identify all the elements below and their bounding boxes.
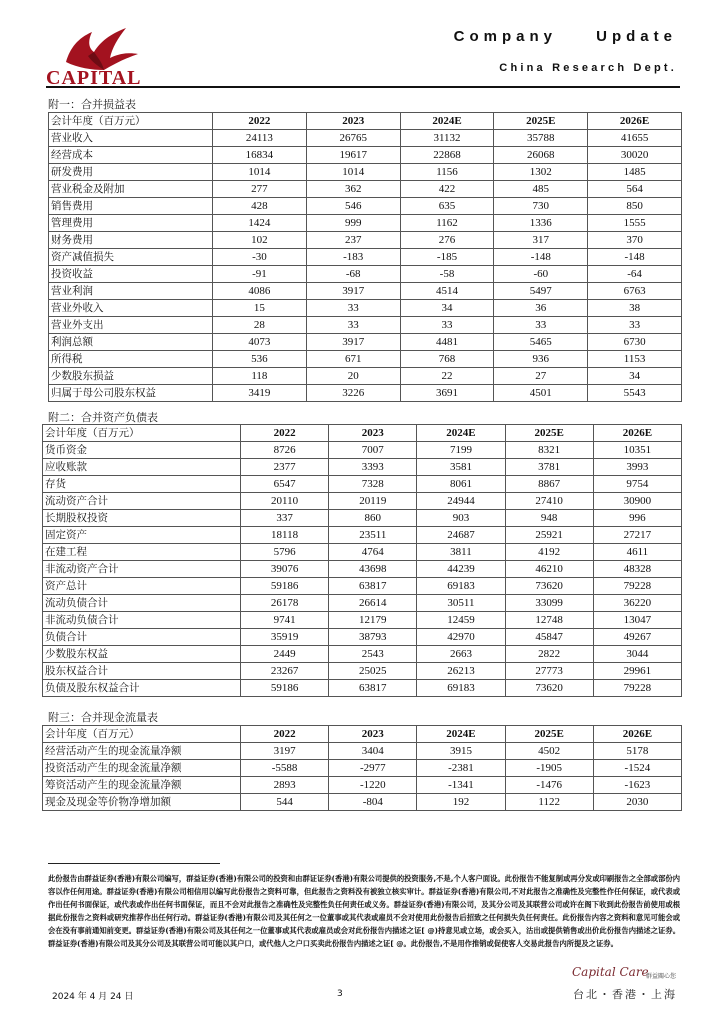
table-cell: 38793 [329,629,417,646]
table-cell: 34 [400,300,494,317]
table-cell: 3197 [241,743,329,760]
table-cell: -183 [306,249,400,266]
table-cell: 33 [306,317,400,334]
cash-flow-table [42,725,682,811]
table-cell: 1555 [588,215,682,232]
column-header-year: 2025E [505,425,593,442]
table-cell: 18118 [241,527,329,544]
table-cell: 546 [306,198,400,215]
table-cell: 69183 [417,680,505,697]
table-cell: 635 [400,198,494,215]
table-cell: 5543 [588,385,682,402]
row-label: 归属于母公司股东权益 [49,385,213,402]
cash-flow-title: 附三：合并现金流量表 [48,711,158,724]
table-cell: 237 [306,232,400,249]
table-row [49,198,682,215]
table-cell: 903 [417,510,505,527]
table-cell: 1014 [306,164,400,181]
table-row [49,351,682,368]
table-cell: 25921 [505,527,593,544]
table-cell: 3993 [593,459,681,476]
table-cell: -91 [213,266,307,283]
table-cell: 25025 [329,663,417,680]
table-row [43,760,682,777]
table-cell: -148 [494,249,588,266]
row-label: 营业收入 [49,130,213,147]
table-cell: 79228 [593,578,681,595]
table-cell: 3781 [505,459,593,476]
row-label: 投资收益 [49,266,213,283]
table-row [49,249,682,266]
table-cell: 1156 [400,164,494,181]
row-label: 经营成本 [49,147,213,164]
table-cell: 192 [417,794,505,811]
table-cell: 3393 [329,459,417,476]
table-cell: 46210 [505,561,593,578]
balance-sheet-table [42,424,682,697]
table-cell: -185 [400,249,494,266]
table-cell: 73620 [505,680,593,697]
table-cell: 20119 [329,493,417,510]
table-header-row [43,425,682,442]
table-row [49,232,682,249]
table-cell: 1162 [400,215,494,232]
table-cell: -804 [329,794,417,811]
table-cell: -64 [588,266,682,283]
row-label: 销售费用 [49,198,213,215]
table-row [49,147,682,164]
table-cell: 36220 [593,595,681,612]
row-label: 经营活动产生的现金流量净额 [43,743,241,760]
table-row [43,743,682,760]
row-label: 管理费用 [49,215,213,232]
table-cell: 4611 [593,544,681,561]
row-label: 存货 [43,476,241,493]
column-header-label: 会计年度（百万元） [43,425,241,442]
table-cell: 118 [213,368,307,385]
table-cell: 544 [241,794,329,811]
table-cell: 27217 [593,527,681,544]
table-cell: 1336 [494,215,588,232]
table-cell: 23511 [329,527,417,544]
table-cell: 35919 [241,629,329,646]
table-cell: 7199 [417,442,505,459]
table-cell: 59186 [241,578,329,595]
table-cell: 860 [329,510,417,527]
table-row [49,215,682,232]
row-label: 研发费用 [49,164,213,181]
table-cell: 28 [213,317,307,334]
table-row [49,130,682,147]
office-cities: 台北・香港・上海 [573,988,677,1001]
column-header-year: 2026E [593,425,681,442]
table-cell: 33 [306,300,400,317]
table-row [49,385,682,402]
table-cell: -60 [494,266,588,283]
table-cell: 73620 [505,578,593,595]
column-header-year: 2024E [417,425,505,442]
table-cell: 1485 [588,164,682,181]
row-label: 资产减值损失 [49,249,213,266]
table-header-row [49,113,682,130]
table-cell: 30020 [588,147,682,164]
table-cell: 22868 [400,147,494,164]
table-row [43,663,682,680]
row-label: 少数股东权益 [43,646,241,663]
table-cell: 79228 [593,680,681,697]
table-cell: 33 [400,317,494,334]
table-cell: 7007 [329,442,417,459]
table-cell: 7328 [329,476,417,493]
column-header-year: 2025E [494,113,588,130]
table-cell: 41655 [588,130,682,147]
table-cell: 22 [400,368,494,385]
table-cell: 30511 [417,595,505,612]
table-cell: 19617 [306,147,400,164]
column-header-year: 2024E [417,726,505,743]
table-cell: 9754 [593,476,681,493]
table-cell: 999 [306,215,400,232]
table-cell: 16834 [213,147,307,164]
table-cell: 948 [505,510,593,527]
table-cell: 4514 [400,283,494,300]
table-row [43,527,682,544]
table-cell: 27773 [505,663,593,680]
capital-care-tagline: 群益關心您 [646,973,677,980]
table-cell: 9741 [241,612,329,629]
table-cell: 768 [400,351,494,368]
table-row [49,164,682,181]
row-label: 在建工程 [43,544,241,561]
page-number: 3 [337,989,343,999]
row-label: 营业外收入 [49,300,213,317]
table-cell: -2977 [329,760,417,777]
table-cell: 317 [494,232,588,249]
table-row [49,300,682,317]
row-label: 资产总计 [43,578,241,595]
table-row [49,317,682,334]
table-cell: 63817 [329,680,417,697]
header-divider [46,86,680,88]
column-header-year: 2023 [329,425,417,442]
table-cell: 45847 [505,629,593,646]
table-cell: 8321 [505,442,593,459]
column-header-year: 2022 [241,726,329,743]
table-cell: 33 [494,317,588,334]
table-row [43,777,682,794]
row-label: 长期股权投资 [43,510,241,527]
table-cell: 24113 [213,130,307,147]
table-cell: 2377 [241,459,329,476]
table-cell: 1302 [494,164,588,181]
table-cell: 370 [588,232,682,249]
row-label: 财务费用 [49,232,213,249]
table-cell: 34 [588,368,682,385]
row-label: 营业外支出 [49,317,213,334]
row-label: 利润总额 [49,334,213,351]
table-cell: 337 [241,510,329,527]
table-cell: 1153 [588,351,682,368]
table-cell: -148 [588,249,682,266]
row-label: 现金及现金等价物净增加额 [43,794,241,811]
row-label: 流动负债合计 [43,595,241,612]
table-cell: 3419 [213,385,307,402]
table-cell: -1905 [505,760,593,777]
row-label: 负债合计 [43,629,241,646]
table-cell: 69183 [417,578,505,595]
table-row [49,266,682,283]
report-type-title: Company Update [453,28,677,45]
row-label: 流动资产合计 [43,493,241,510]
row-label: 筹资活动产生的现金流量净额 [43,777,241,794]
table-cell: 936 [494,351,588,368]
table-row [43,794,682,811]
table-row [43,442,682,459]
table-cell: -1524 [593,760,681,777]
table-cell: 5796 [241,544,329,561]
table-cell: 26213 [417,663,505,680]
table-cell: -1623 [593,777,681,794]
table-row [43,544,682,561]
column-header-label: 会计年度（百万元） [49,113,213,130]
table-cell: 277 [213,181,307,198]
table-cell: -1476 [505,777,593,794]
table-cell: 3691 [400,385,494,402]
table-cell: 27 [494,368,588,385]
column-header-year: 2022 [213,113,307,130]
table-cell: 850 [588,198,682,215]
column-header-year: 2025E [505,726,593,743]
table-cell: 24687 [417,527,505,544]
row-label: 非流动资产合计 [43,561,241,578]
table-cell: 38 [588,300,682,317]
table-cell: 3044 [593,646,681,663]
table-cell: 996 [593,510,681,527]
table-cell: 5465 [494,334,588,351]
table-cell: 27410 [505,493,593,510]
table-cell: 20 [306,368,400,385]
table-row [49,368,682,385]
table-cell: 3917 [306,283,400,300]
row-label: 货币资金 [43,442,241,459]
report-date: 2024 年 4 月 24 日 [52,992,134,1002]
table-cell: 33099 [505,595,593,612]
table-cell: 5178 [593,743,681,760]
column-header-year: 2023 [329,726,417,743]
table-cell: 59186 [241,680,329,697]
column-header-year: 2022 [241,425,329,442]
table-cell: 8061 [417,476,505,493]
table-cell: 4073 [213,334,307,351]
legal-disclaimer: 此份报告由群益证券(香港)有限公司编写，群益证券(香港)有限公司的投资和由群证证券(香港)有限公司提供的投资服务,不是,个人客户面设。此份报告不能复制或再分发或印刷报告之全部或部份内容以作任何用途。群益证券(香港)有限公司相信用以编写此份报告之资料可靠，但此报告之资料没有被独立核实审计。群益证券(香港)有限公司,不对此报告之准确性及完整性作任何保证，或代表或作出任何书面保证，或代表或作出任何书面保证，而且不会对此报告之准确性及完整性负任何责任或义务。群益证券(香港)有限公司，及其分公司及其联营公司或许在阁下收到此份报告前使用或根据此份报告之资料或研究推荐作出任何行动。群益证券(香港)有限公司及其任何之一位董事或其代表或雇员不会对使用此份报告后招致之任何损失负任何责任。此份报告内容之资料和意见可能会或会在没有事前通知前变更。群益证券(香港)有限公司及其任何之一位董事或其代表或雇员或会对此份报告内描述之证[ @)持意见或立场，或会买入，沽出或提供销售或出价此份报告内描述之证券。群益证券(香港)有限公司及其分公司及其联营公司可能以其户口，或代他人之户口买卖此份报告内描述之证[ @。此份报告,不是用作推销或促使客人交易此报告内所提及之证券。 [48,874,680,948]
table-cell: 30900 [593,493,681,510]
table-cell: 485 [494,181,588,198]
table-cell: 4192 [505,544,593,561]
row-label: 少数股东损益 [49,368,213,385]
table-cell: 2449 [241,646,329,663]
table-cell: 102 [213,232,307,249]
table-cell: 4764 [329,544,417,561]
income-statement-title: 附一：合并损益表 [48,98,136,111]
table-cell: 33 [588,317,682,334]
table-cell: 26614 [329,595,417,612]
table-cell: 2030 [593,794,681,811]
table-cell: 1122 [505,794,593,811]
table-cell: 5497 [494,283,588,300]
table-cell: 2893 [241,777,329,794]
table-cell: 49267 [593,629,681,646]
table-cell: 31132 [400,130,494,147]
column-header-year: 2023 [306,113,400,130]
table-cell: 671 [306,351,400,368]
table-cell: 20110 [241,493,329,510]
table-cell: 23267 [241,663,329,680]
table-cell: 63817 [329,578,417,595]
table-row [43,680,682,697]
table-cell: 1014 [213,164,307,181]
table-cell: 8867 [505,476,593,493]
row-label: 非流动负债合计 [43,612,241,629]
row-label: 营业税金及附加 [49,181,213,198]
table-cell: 26765 [306,130,400,147]
table-cell: 3915 [417,743,505,760]
table-row [43,510,682,527]
table-header-row [43,726,682,743]
table-row [43,595,682,612]
disclaimer-divider [48,863,220,864]
table-cell: 43698 [329,561,417,578]
table-row [43,612,682,629]
table-cell: 6730 [588,334,682,351]
table-row [43,646,682,663]
table-cell: 42970 [417,629,505,646]
table-cell: -1220 [329,777,417,794]
row-label: 固定资产 [43,527,241,544]
table-cell: 29961 [593,663,681,680]
row-label: 股东权益合计 [43,663,241,680]
table-cell: 13047 [593,612,681,629]
table-cell: 36 [494,300,588,317]
row-label: 负债及股东权益合计 [43,680,241,697]
table-cell: 10351 [593,442,681,459]
table-cell: 2543 [329,646,417,663]
table-cell: 536 [213,351,307,368]
table-cell: -5588 [241,760,329,777]
table-cell: 26068 [494,147,588,164]
table-cell: 730 [494,198,588,215]
table-cell: -68 [306,266,400,283]
table-cell: 3404 [329,743,417,760]
table-row [43,493,682,510]
table-cell: 12748 [505,612,593,629]
table-cell: 8726 [241,442,329,459]
table-cell: 4501 [494,385,588,402]
table-cell: 26178 [241,595,329,612]
table-row [49,334,682,351]
table-cell: 6763 [588,283,682,300]
table-row [43,476,682,493]
table-cell: 4502 [505,743,593,760]
table-cell: -1341 [417,777,505,794]
table-cell: 276 [400,232,494,249]
table-cell: 12179 [329,612,417,629]
column-header-year: 2026E [593,726,681,743]
table-cell: 24944 [417,493,505,510]
column-header-label: 会计年度（百万元） [43,726,241,743]
table-row [49,283,682,300]
table-cell: 3226 [306,385,400,402]
table-cell: 362 [306,181,400,198]
income-statement-table [48,112,682,402]
capital-logo-text: CAPITAL [46,67,142,89]
table-row [43,578,682,595]
table-cell: 12459 [417,612,505,629]
table-cell: 3811 [417,544,505,561]
table-cell: -2381 [417,760,505,777]
table-cell: 39076 [241,561,329,578]
table-cell: 3581 [417,459,505,476]
balance-sheet-title: 附二：合并资产负债表 [48,411,158,424]
table-cell: 15 [213,300,307,317]
table-cell: 2663 [417,646,505,663]
table-cell: -58 [400,266,494,283]
department-subtitle: China Research Dept. [499,62,677,74]
table-cell: 428 [213,198,307,215]
table-cell: 564 [588,181,682,198]
table-cell: 48328 [593,561,681,578]
table-cell: 422 [400,181,494,198]
table-cell: -30 [213,249,307,266]
row-label: 营业利润 [49,283,213,300]
capital-care-logo: Capital Care [572,965,649,979]
table-cell: 44239 [417,561,505,578]
table-row [49,181,682,198]
column-header-year: 2026E [588,113,682,130]
column-header-year: 2024E [400,113,494,130]
table-cell: 4086 [213,283,307,300]
table-cell: 35788 [494,130,588,147]
table-row [43,561,682,578]
row-label: 应收账款 [43,459,241,476]
table-row [43,459,682,476]
table-cell: 3917 [306,334,400,351]
row-label: 所得税 [49,351,213,368]
table-cell: 2822 [505,646,593,663]
table-row [43,629,682,646]
table-cell: 1424 [213,215,307,232]
table-cell: 6547 [241,476,329,493]
row-label: 投资活动产生的现金流量净额 [43,760,241,777]
table-cell: 4481 [400,334,494,351]
